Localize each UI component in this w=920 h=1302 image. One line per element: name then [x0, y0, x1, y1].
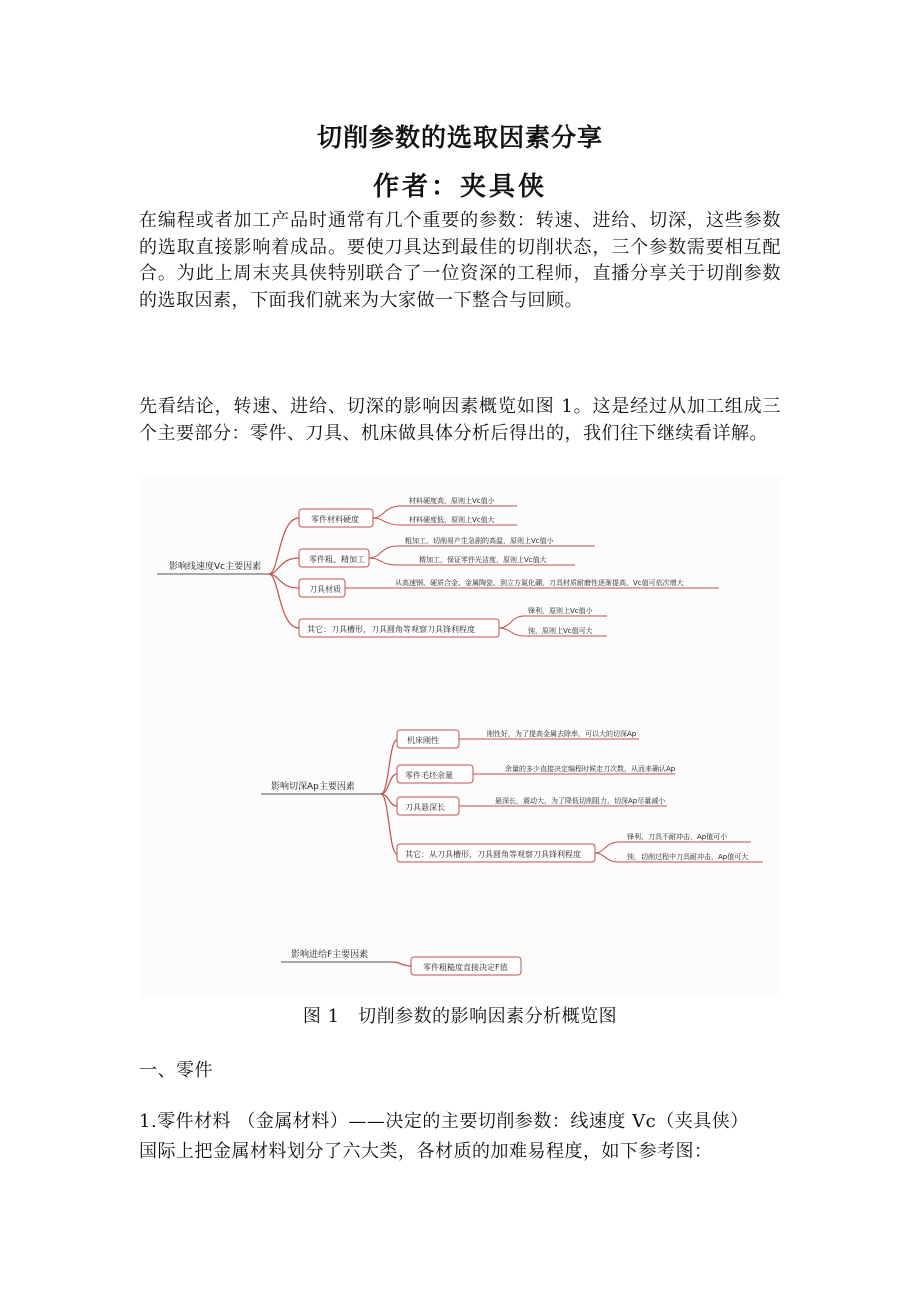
- vc-leaf-finish: 精加工，保证零件光洁度，原则上Vc值大: [419, 556, 547, 564]
- ap-branch-overhang: 刀具悬深长: [405, 803, 445, 812]
- vc-branch-other: 其它：刀具槽形，刀具圆角等观察刀具锋利程度: [307, 625, 475, 634]
- vc-leaf-soft: 材料硬度低，原则上Vc值大: [409, 516, 495, 524]
- mindmap-figure: [139, 476, 782, 998]
- vc-leaf-sharp: 锋利，原则上Vc值小: [528, 607, 593, 615]
- vc-branch-rough-finish: 零件粗、精加工: [309, 555, 365, 564]
- vc-leaf-hard: 材料硬度高，原则上Vc值小: [409, 497, 495, 505]
- vc-branch-tool-material: 刀具材质: [309, 585, 341, 594]
- ap-branch-allowance: 零件毛坯余量: [405, 771, 453, 780]
- ap-branch-other: 其它：从刀具槽形，刀具圆角等观察刀具锋利程度: [405, 850, 581, 859]
- ap-leaf-rigidity: 刚性好，为了提高金属去除率，可以大的切深Ap: [487, 730, 637, 738]
- section-heading: 一、零件: [139, 1060, 213, 1081]
- mindmap-svg: [139, 476, 782, 998]
- sub-text: 国际上把金属材料划分了六大类，各材质的加难易程度，如下参考图：: [139, 1141, 713, 1162]
- f-root: 影响进给F主要因素: [291, 950, 369, 960]
- vc-leaf-tool-material: 从高速钢、硬质合金、金属陶瓷、到立方氮化硼，刀具材质耐磨性逐渐提高，Vc值可依次增大: [395, 579, 684, 587]
- f-branch-roughness: 零件粗糙度直接决定F值: [423, 963, 508, 972]
- vc-branch-material: 零件材料硬度: [311, 515, 359, 524]
- document-author: 作者：夹具侠: [372, 172, 547, 202]
- ap-leaf-sharp: 锋利、刀具不耐冲击，Ap值可小: [627, 833, 728, 841]
- mindmap-vc: [157, 496, 719, 637]
- ap-leaf-dull: 钝，切削过程中刀具耐冲击，Ap值可大: [627, 853, 749, 861]
- ap-leaf-allowance: 余量的多少直接决定编程时候走刀次数，从而来确认Ap: [505, 765, 676, 773]
- ap-branch-rigidity: 机床刚性: [407, 736, 439, 745]
- conclusion-paragraph: 先看结论，转速、进给、切深的影响因素概览如图 1。这是经过从加工组成三个主要部分：零件、刀具、机床做具体分析后得出的，我们往下继续看详解。: [139, 396, 781, 444]
- vc-root: 影响线速度Vc主要因素: [169, 562, 262, 572]
- sub-heading: 1.零件材料 （金属材料）——决定的主要切削参数：线速度 Vc（夹具侠）: [139, 1111, 749, 1132]
- ap-root: 影响切深Ap主要因素: [271, 782, 355, 792]
- vc-leaf-dull: 钝，原则上Vc值可大: [528, 627, 593, 635]
- document-title: 切削参数的选取因素分享: [316, 123, 603, 152]
- mindmap-ap: [261, 729, 763, 862]
- figure-caption: 图 1 切削参数的影响因素分析概览图: [302, 1006, 618, 1027]
- intro-paragraph: 在编程或者加工产品时通常有几个重要的参数：转速、进给、切深，这些参数的选取直接影响着成品。要使刀具达到最佳的切削状态，三个参数需要相互配合。为此上周末夹具侠特别联合了一位资深的工程师，直播分享关于切削参数的选取因素，下面我们就来为大家做一下整合与回顾。: [139, 210, 781, 311]
- vc-leaf-rough: 粗加工，切削易产生急剧的高温，原则上Vc值小: [405, 537, 554, 545]
- ap-leaf-overhang: 悬深长，震动大，为了降低切削阻力，切深Ap尽量减小: [495, 797, 666, 805]
- mindmap-f: [281, 948, 521, 975]
